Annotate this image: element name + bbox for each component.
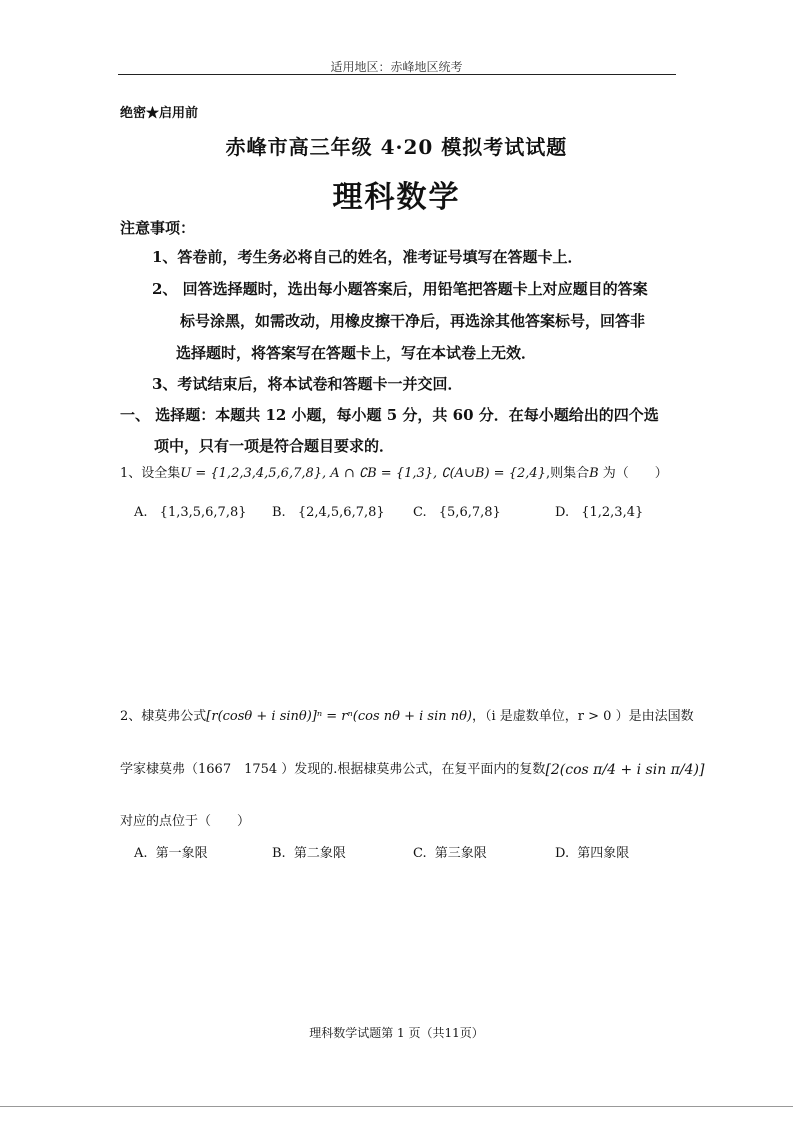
notice-item-2: 2、 回答选择题时，选出每小题答案后，用铅笔把答题卡上对应题目的答案	[152, 280, 648, 298]
question-1-suffix: ,则集合	[545, 466, 590, 481]
question-1-ending: 为（ ）	[598, 466, 668, 481]
question-2-line2	[120, 758, 704, 778]
notice-item-2-cont2: 选择题时，将答案写在答题卡上，写在本试卷上无效．	[176, 344, 537, 362]
question-1	[120, 462, 668, 481]
q2-option-a	[134, 842, 208, 861]
section1-instructions-cont: 项中，只有一项是符合题目要求的．	[154, 437, 395, 455]
q1-option-a-value: {1,3,5,6,7,8}	[159, 505, 247, 520]
page-footer: 理科数学试题第 1 页（共11页）	[309, 1026, 484, 1040]
q2-option-d-label: D.	[555, 846, 570, 861]
bottom-divider	[0, 1106, 793, 1107]
q1-option-c-label: C.	[413, 505, 427, 520]
q2-option-a-label: A.	[134, 846, 148, 861]
question-2	[120, 705, 694, 724]
notice-item-2-cont1: 标号涂黑，如需改动，用橡皮擦干净后，再选涂其他答案标号，回答非	[180, 312, 646, 330]
question-1-var: B	[589, 466, 599, 481]
q2-option-b-value: 第二象限	[293, 846, 346, 861]
q1-option-b	[272, 505, 385, 520]
q1-option-d-label: D.	[555, 505, 570, 520]
question-2-formula: [r(cosθ + i sinθ)]ⁿ = rⁿ(cos nθ + i sin nθ)	[206, 709, 473, 724]
q1-option-a	[134, 505, 247, 520]
header-region: 适用地区：赤峰地区统考	[330, 60, 463, 74]
question-1-math: U = {1,2,3,4,5,6,7,8}, A ∩ ∁B = {1,3}, ∁(A∪B) = {2,4}	[180, 466, 546, 481]
q1-option-d	[555, 505, 643, 520]
q2-option-b	[272, 842, 346, 861]
q2-option-c	[413, 842, 487, 861]
q2-option-d	[555, 842, 629, 861]
q1-option-b-value: {2,4,5,6,7,8}	[297, 505, 385, 520]
q1-option-c-value: {5,6,7,8}	[438, 505, 501, 520]
q2-option-c-label: C.	[413, 846, 427, 861]
question-2-line3: 对应的点位于（ ）	[120, 814, 251, 829]
exam-title: 赤峰市高三年级 4·20 模拟考试试题	[225, 135, 568, 159]
secret-label: 绝密★启用前	[120, 106, 199, 121]
question-2-line2-prefix: 学家棣莫弗（1667 1754 ）发现的.根据棣莫弗公式，在复平面内的复数	[120, 762, 546, 777]
notice-item-3: 3、考试结束后，将本试卷和答题卡一并交回．	[152, 375, 463, 393]
q2-option-b-label: B.	[272, 846, 286, 861]
header-divider	[118, 74, 676, 75]
q2-option-c-value: 第三象限	[434, 846, 487, 861]
q1-option-b-label: B.	[272, 505, 286, 520]
q1-option-d-value: {1,2,3,4}	[581, 505, 644, 520]
q1-option-c	[413, 505, 501, 520]
question-1-prefix: 1、设全集	[120, 466, 181, 481]
subject-title: 理科数学	[332, 180, 461, 215]
q2-option-a-value: 第一象限	[155, 846, 208, 861]
notice-item-1: 1、答卷前，考生务必将自己的姓名，准考证号填写在答题卡上．	[152, 248, 583, 266]
question-2-middle: ，（i 是虚数单位，r > 0 ）是由法国数	[472, 709, 694, 724]
question-2-complex-number: [2(cos π/4 + i sin π/4)]	[545, 761, 705, 778]
question-2-prefix: 2、棣莫弗公式	[120, 709, 207, 724]
section1-instructions: 一、 选择题：本题共 12 小题，每小题 5 分，共 60 分．在每小题给出的四个选	[120, 406, 659, 424]
q1-option-a-label: A.	[134, 505, 148, 520]
notice-heading: 注意事项：	[120, 219, 196, 237]
q2-option-d-value: 第四象限	[577, 846, 630, 861]
